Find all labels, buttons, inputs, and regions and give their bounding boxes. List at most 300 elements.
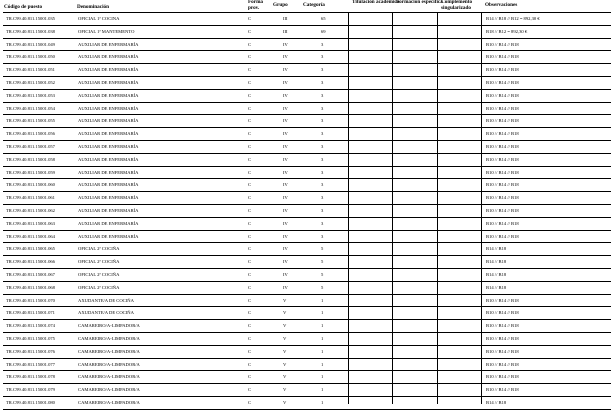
cell-observaciones: B14 // B18	[486, 284, 507, 290]
cell-forma: C	[248, 323, 252, 329]
cell-forma: C	[248, 41, 252, 47]
cell-observaciones: B14 // B18	[486, 272, 507, 277]
cell-codigo: TR.C99.40.811.15001.035	[6, 16, 55, 21]
cell-codigo: TR.C99.40.811.15001.074	[6, 323, 55, 329]
table-row	[3, 231, 611, 244]
cell-forma: C	[248, 156, 252, 162]
cell-forma: C	[248, 400, 252, 405]
cell-formacion	[399, 64, 439, 77]
cell-observaciones: B10 // B14 // B18	[486, 144, 519, 149]
cell-complemento	[442, 141, 482, 154]
cell-observaciones: B10 // B14 // B18	[486, 310, 519, 316]
cell-grupo: V	[283, 361, 287, 367]
table-row	[3, 77, 611, 90]
cell-complemento	[442, 295, 482, 308]
cell-observaciones: B10 // B14 // B18	[486, 80, 519, 85]
table-row	[3, 256, 611, 269]
cell-titulacion	[355, 346, 395, 359]
cell-observaciones: B10 // B14 // B18	[486, 118, 519, 124]
cell-grupo: V	[283, 400, 287, 405]
cell-formacion	[399, 371, 439, 384]
cell-formacion	[399, 269, 439, 282]
cell-complemento	[442, 26, 482, 39]
cell-observaciones: B10 // B14 // B18	[486, 169, 519, 175]
table-row	[3, 39, 611, 52]
cell-titulacion	[355, 115, 395, 128]
table-row	[3, 295, 611, 308]
cell-codigo: TR.C99.40.811.15001.068	[6, 284, 55, 290]
table-row	[3, 179, 611, 192]
cell-forma: C	[248, 92, 252, 98]
cell-complemento	[442, 103, 482, 116]
cell-denominacion: CAMAREIRO/A-LIMPADOR/A	[78, 323, 140, 329]
cell-grupo: V	[283, 323, 287, 329]
cell-forma: C	[248, 67, 252, 73]
cell-denominacion: AUXILIAR DE ENFERMARÍA	[78, 92, 139, 98]
cell-formacion	[399, 179, 439, 192]
cell-complemento	[442, 192, 482, 205]
cell-grupo: V	[283, 374, 287, 380]
cell-complemento	[442, 167, 482, 180]
cell-formacion	[399, 39, 439, 52]
cell-denominacion: AUXILIAR DE ENFERMARÍA	[78, 169, 139, 175]
cell-denominacion: AUXILIAR DE ENFERMARÍA	[78, 41, 139, 47]
cell-codigo: TR.C99.40.811.15001.057	[6, 144, 55, 149]
cell-observaciones: B14 // B18	[486, 400, 507, 405]
cell-codigo: TR.C99.40.811.15001.058	[6, 156, 55, 162]
cell-titulacion	[355, 384, 395, 397]
cell-observaciones: B10 // B14 // B18	[486, 361, 519, 367]
cell-complemento	[442, 333, 482, 346]
cell-observaciones: B14 // B18 // B12 = 892,30 €	[486, 16, 540, 21]
table-row	[3, 282, 611, 295]
header-complemento-line2: singularizado	[441, 4, 471, 11]
table-row	[3, 333, 611, 346]
cell-observaciones: B14 // B18	[486, 259, 507, 265]
cell-titulacion	[355, 295, 395, 308]
cell-forma: C	[248, 259, 252, 265]
table-row	[3, 243, 611, 256]
cell-codigo: TR.C99.40.811.15001.050	[6, 54, 55, 60]
cell-observaciones: B10 // B14 // B18	[486, 156, 519, 162]
table-row	[3, 371, 611, 384]
cell-grupo: IV	[283, 131, 288, 137]
cell-complemento	[442, 154, 482, 167]
cell-titulacion	[355, 256, 395, 269]
cell-categoria: 5	[321, 272, 324, 277]
cell-titulacion	[355, 205, 395, 218]
cell-denominacion: AUXILIAR DE ENFERMARÍA	[78, 233, 139, 239]
cell-forma: C	[248, 131, 252, 137]
cell-observaciones: B10 // B14 // B18	[486, 182, 519, 188]
cell-titulacion	[355, 320, 395, 333]
table-row	[3, 397, 611, 410]
cell-observaciones: B10 // B14 // B18	[486, 41, 519, 47]
cell-grupo: IV	[283, 182, 288, 188]
cell-denominacion: OFICIAL 2ª COCIÑA	[78, 284, 120, 290]
cell-formacion	[399, 218, 439, 231]
cell-grupo: IV	[283, 220, 288, 226]
cell-formacion	[399, 359, 439, 372]
table-row	[3, 13, 611, 26]
table-row	[3, 115, 611, 128]
cell-forma: C	[248, 169, 252, 175]
header-titulacion: Titulación académica	[352, 0, 400, 5]
cell-categoria: 3	[321, 169, 324, 175]
cell-complemento	[442, 231, 482, 244]
cell-forma: C	[248, 284, 252, 290]
cell-denominacion: OFICIAL 1ª MANTEMENTO	[78, 28, 135, 34]
cell-categoria: 1	[321, 323, 324, 329]
cell-denominacion: CAMAREIRO/A-LIMPADOR/A	[78, 400, 140, 405]
cell-categoria: 1	[321, 336, 324, 341]
cell-titulacion	[355, 90, 395, 103]
cell-grupo: IV	[283, 41, 288, 47]
cell-observaciones: B10 // B14 // B18	[486, 297, 519, 303]
cell-categoria: 3	[321, 105, 324, 111]
cell-complemento	[442, 90, 482, 103]
cell-formacion	[399, 115, 439, 128]
cell-complemento	[442, 128, 482, 141]
cell-formacion	[399, 103, 439, 116]
cell-codigo: TR.C99.40.811.15001.061	[6, 195, 55, 201]
cell-titulacion	[355, 371, 395, 384]
cell-denominacion: OFICIAL 2ª COCIÑA	[78, 272, 120, 277]
table-row	[3, 64, 611, 77]
cell-titulacion	[355, 128, 395, 141]
table-row	[3, 167, 611, 180]
cell-titulacion	[355, 51, 395, 64]
table-row	[3, 307, 611, 320]
cell-codigo: TR.C99.40.811.15001.051	[6, 67, 55, 73]
cell-complemento	[442, 115, 482, 128]
cell-formacion	[399, 51, 439, 64]
cell-titulacion	[355, 282, 395, 295]
header-forma-line1: Forma	[248, 0, 263, 5]
header-complemento-line1: Complemento	[441, 0, 473, 5]
cell-observaciones: B10 // B14 // B18	[486, 105, 519, 111]
cell-observaciones: B10 // B14 // B18	[486, 92, 519, 98]
cell-formacion	[399, 90, 439, 103]
cell-categoria: 5	[321, 284, 324, 290]
cell-codigo: TR.C99.40.811.15001.054	[6, 105, 55, 111]
cell-grupo: V	[283, 310, 287, 316]
cell-grupo: IV	[283, 118, 288, 124]
cell-denominacion: CAMAREIRO/A-LIMPADOR/A	[78, 348, 140, 354]
cell-titulacion	[355, 269, 395, 282]
cell-grupo: III	[283, 16, 288, 21]
cell-codigo: TR.C99.40.811.15001.070	[6, 297, 55, 303]
cell-formacion	[399, 192, 439, 205]
cell-observaciones: B10 // B14 // B18	[486, 67, 519, 73]
cell-formacion	[399, 282, 439, 295]
header-observaciones: Observaciones	[485, 2, 518, 8]
cell-forma: C	[248, 28, 252, 34]
cell-codigo: TR.C99.40.811.15001.062	[6, 208, 55, 213]
cell-observaciones: B10 // B14 // B18	[486, 195, 519, 201]
cell-grupo: V	[283, 387, 287, 393]
cell-complemento	[442, 384, 482, 397]
cell-titulacion	[355, 77, 395, 90]
cell-codigo: TR.C99.40.811.15001.071	[6, 310, 55, 316]
cell-denominacion: OFICIAL 2ª COCIÑA	[78, 259, 120, 265]
cell-observaciones: B10 // B14 // B18	[486, 323, 519, 329]
cell-codigo: TR.C99.40.811.15001.060	[6, 182, 55, 188]
cell-denominacion: AUXILIAR DE ENFERMARÍA	[78, 195, 139, 201]
cell-observaciones: B10 // B14 // B18	[486, 54, 519, 60]
cell-titulacion	[355, 359, 395, 372]
cell-complemento	[442, 320, 482, 333]
cell-grupo: IV	[283, 54, 288, 60]
cell-titulacion	[355, 103, 395, 116]
cell-categoria: 3	[321, 67, 324, 73]
cell-categoria: 3	[321, 131, 324, 137]
cell-titulacion	[355, 307, 395, 320]
cell-formacion	[399, 77, 439, 90]
cell-forma: C	[248, 16, 252, 21]
cell-formacion	[399, 320, 439, 333]
cell-forma: C	[248, 348, 252, 354]
cell-denominacion: OFICIAL 1ª COCINA	[78, 16, 120, 21]
cell-grupo: IV	[283, 169, 288, 175]
cell-denominacion: CAMAREIRO/A-LIMPADOR/A	[78, 361, 140, 367]
cell-titulacion	[355, 13, 395, 26]
cell-codigo: TR.C99.40.811.15001.052	[6, 80, 55, 85]
cell-codigo: TR.C99.40.811.15001.075	[6, 336, 55, 341]
cell-formacion	[399, 384, 439, 397]
cell-categoria: 3	[321, 220, 324, 226]
cell-formacion	[399, 295, 439, 308]
header-denominacion: Denominación	[77, 4, 109, 10]
cell-categoria: 5	[321, 246, 324, 252]
cell-denominacion: AUXILIAR DE ENFERMARÍA	[78, 182, 139, 188]
cell-forma: C	[248, 310, 252, 316]
cell-codigo: TR.C99.40.811.15001.064	[6, 233, 55, 239]
header-codigo: Código de puesto	[4, 4, 43, 10]
cell-observaciones: B18 // B12 = 892,30 €	[486, 28, 528, 34]
cell-titulacion	[355, 397, 395, 410]
cell-complemento	[442, 51, 482, 64]
cell-codigo: TR.C99.40.811.15001.079	[6, 387, 55, 393]
cell-forma: C	[248, 220, 252, 226]
cell-codigo: TR.C99.40.811.15001.053	[6, 92, 55, 98]
cell-forma: C	[248, 272, 252, 277]
header-forma-line2: prov.	[248, 4, 260, 11]
cell-forma: C	[248, 246, 252, 252]
cell-formacion	[399, 256, 439, 269]
cell-categoria: 3	[321, 208, 324, 213]
cell-grupo: IV	[283, 259, 288, 265]
cell-categoria: 3	[321, 41, 324, 47]
cell-codigo: TR.C99.40.811.15001.065	[6, 246, 55, 252]
cell-codigo: TR.C99.40.811.15001.059	[6, 169, 55, 175]
cell-categoria: 65	[321, 16, 326, 21]
cell-codigo: TR.C99.40.811.15001.077	[6, 361, 55, 367]
cell-categoria: 3	[321, 118, 324, 124]
cell-formacion	[399, 26, 439, 39]
table-row	[3, 90, 611, 103]
cell-categoria: 1	[321, 361, 324, 367]
cell-grupo: III	[283, 28, 288, 34]
cell-forma: C	[248, 144, 252, 149]
cell-grupo: IV	[283, 272, 288, 277]
cell-titulacion	[355, 26, 395, 39]
cell-categoria: 69	[321, 28, 326, 34]
cell-complemento	[442, 359, 482, 372]
cell-forma: C	[248, 195, 252, 201]
header-grupo: Grupo	[273, 2, 288, 8]
table-row	[3, 218, 611, 231]
cell-codigo: TR.C99.40.811.15001.049	[6, 41, 55, 47]
cell-denominacion: AUXILIAR DE ENFERMARÍA	[78, 118, 139, 124]
cell-complemento	[442, 307, 482, 320]
cell-grupo: IV	[283, 284, 288, 290]
cell-grupo: IV	[283, 92, 288, 98]
table-row	[3, 346, 611, 359]
cell-titulacion	[355, 167, 395, 180]
cell-forma: C	[248, 233, 252, 239]
cell-forma: C	[248, 118, 252, 124]
cell-formacion	[399, 154, 439, 167]
cell-forma: C	[248, 297, 252, 303]
cell-denominacion: CAMAREIRO/A-LIMPADOR/A	[78, 387, 140, 393]
cell-grupo: V	[283, 297, 287, 303]
cell-categoria: 3	[321, 144, 324, 149]
table-row	[3, 154, 611, 167]
cell-observaciones: B14 // B18	[486, 246, 507, 252]
cell-grupo: IV	[283, 195, 288, 201]
table-row	[3, 269, 611, 282]
cell-forma: C	[248, 105, 252, 111]
cell-observaciones: B10 // B14 // B18	[486, 208, 519, 213]
cell-complemento	[442, 371, 482, 384]
cell-titulacion	[355, 64, 395, 77]
cell-titulacion	[355, 333, 395, 346]
cell-titulacion	[355, 141, 395, 154]
cell-codigo: TR.C99.40.811.15001.055	[6, 118, 55, 124]
cell-grupo: IV	[283, 67, 288, 73]
cell-grupo: V	[283, 348, 287, 354]
cell-denominacion: CAMAREIRO/A-LIMPADOR/A	[78, 336, 140, 341]
cell-forma: C	[248, 208, 252, 213]
cell-complemento	[442, 39, 482, 52]
table-row	[3, 192, 611, 205]
cell-formacion	[399, 231, 439, 244]
cell-denominacion: AXUDANTE/A DE COCIÑA	[78, 297, 134, 303]
cell-complemento	[442, 13, 482, 26]
cell-grupo: IV	[283, 208, 288, 213]
cell-grupo: IV	[283, 156, 288, 162]
cell-categoria: 5	[321, 259, 324, 265]
cell-denominacion: AUXILIAR DE ENFERMARÍA	[78, 220, 139, 226]
table-row	[3, 141, 611, 154]
cell-forma: C	[248, 361, 252, 367]
cell-formacion	[399, 13, 439, 26]
cell-complemento	[442, 179, 482, 192]
cell-categoria: 1	[321, 297, 324, 303]
table-row	[3, 103, 611, 116]
cell-formacion	[399, 346, 439, 359]
cell-codigo: TR.C99.40.811.15001.038	[6, 28, 55, 34]
cell-categoria: 1	[321, 400, 324, 405]
cell-denominacion: AUXILIAR DE ENFERMARÍA	[78, 105, 139, 111]
cell-observaciones: B10 // B14 // B18	[486, 387, 519, 393]
cell-titulacion	[355, 243, 395, 256]
cell-observaciones: B10 // B14 // B18	[486, 348, 519, 354]
cell-denominacion: AXUDANTE/A DE COCIÑA	[78, 310, 134, 316]
table-row	[3, 359, 611, 372]
cell-forma: C	[248, 182, 252, 188]
cell-denominacion: AUXILIAR DE ENFERMARÍA	[78, 67, 139, 73]
cell-titulacion	[355, 218, 395, 231]
table-row	[3, 51, 611, 64]
cell-complemento	[442, 282, 482, 295]
cell-formacion	[399, 397, 439, 410]
cell-titulacion	[355, 179, 395, 192]
cell-formacion	[399, 243, 439, 256]
cell-complemento	[442, 397, 482, 410]
cell-grupo: IV	[283, 105, 288, 111]
cell-codigo: TR.C99.40.811.15001.078	[6, 374, 55, 380]
table-row	[3, 128, 611, 141]
cell-codigo: TR.C99.40.811.15001.066	[6, 259, 55, 265]
cell-forma: C	[248, 374, 252, 380]
cell-formacion	[399, 307, 439, 320]
cell-formacion	[399, 128, 439, 141]
cell-complemento	[442, 205, 482, 218]
cell-complemento	[442, 269, 482, 282]
cell-forma: C	[248, 54, 252, 60]
cell-forma: C	[248, 80, 252, 85]
cell-codigo: TR.C99.40.811.15001.080	[6, 400, 55, 405]
cell-categoria: 3	[321, 54, 324, 60]
cell-forma: C	[248, 387, 252, 393]
cell-titulacion	[355, 192, 395, 205]
cell-observaciones: B10 // B14 // B18	[486, 374, 519, 380]
cell-denominacion: CAMAREIRO/A-LIMPADOR/A	[78, 374, 140, 380]
cell-grupo: IV	[283, 233, 288, 239]
cell-categoria: 3	[321, 182, 324, 188]
cell-observaciones: B10 // B14 // B18	[486, 336, 519, 341]
header-formacion: Formación específica	[396, 0, 443, 5]
cell-formacion	[399, 141, 439, 154]
cell-categoria: 1	[321, 387, 324, 393]
cell-complemento	[442, 256, 482, 269]
cell-denominacion: AUXILIAR DE ENFERMARÍA	[78, 144, 139, 149]
cell-complemento	[442, 218, 482, 231]
cell-codigo: TR.C99.40.811.15001.063	[6, 220, 55, 226]
header-categoria: Categoría	[303, 2, 325, 8]
cell-observaciones: B10 // B14 // B18	[486, 131, 519, 137]
cell-grupo: IV	[283, 246, 288, 252]
cell-formacion	[399, 205, 439, 218]
cell-categoria: 1	[321, 310, 324, 316]
cell-titulacion	[355, 154, 395, 167]
cell-categoria: 3	[321, 195, 324, 201]
cell-categoria: 3	[321, 156, 324, 162]
cell-categoria: 1	[321, 374, 324, 380]
cell-complemento	[442, 77, 482, 90]
cell-formacion	[399, 333, 439, 346]
cell-grupo: V	[283, 336, 287, 341]
cell-titulacion	[355, 39, 395, 52]
cell-titulacion	[355, 231, 395, 244]
table-row	[3, 320, 611, 333]
cell-denominacion: AUXILIAR DE ENFERMARÍA	[78, 131, 139, 137]
cell-complemento	[442, 346, 482, 359]
cell-denominacion: AUXILIAR DE ENFERMARÍA	[78, 54, 139, 60]
cell-formacion	[399, 167, 439, 180]
